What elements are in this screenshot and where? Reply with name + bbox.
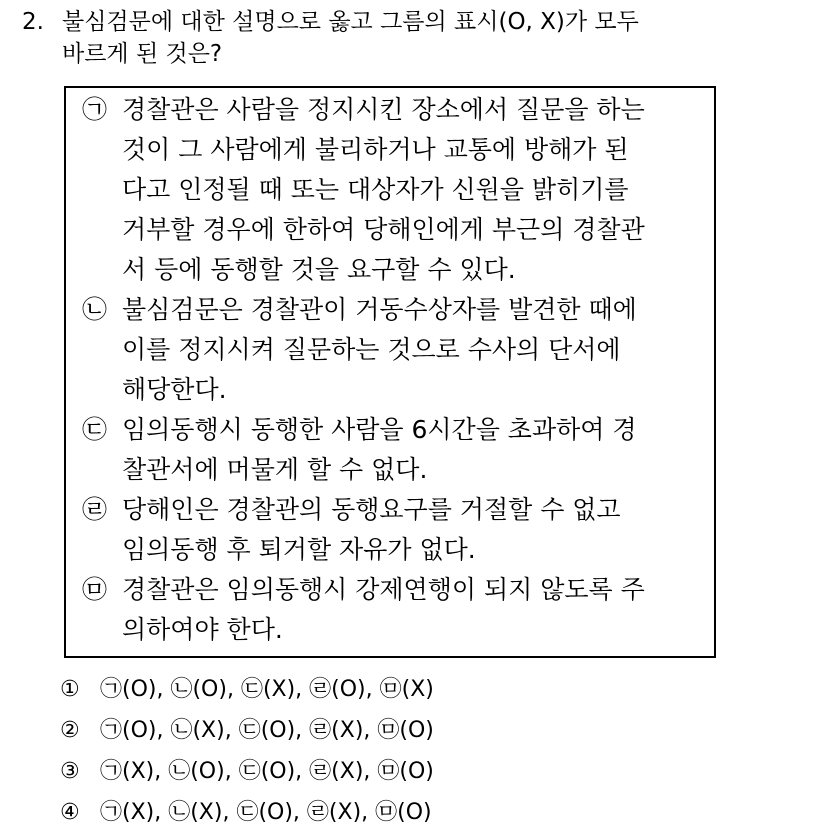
question-text-line: 바르게 된 것은? xyxy=(62,41,223,67)
statement-text: 해당한다. xyxy=(122,375,227,404)
question-stem xyxy=(22,6,639,70)
answer-option-1[interactable] xyxy=(60,675,434,705)
statement-marker: ㉢ xyxy=(82,415,108,444)
question-text-line: 불심검문에 대한 설명으로 옳고 그름의 표시(O, X)가 모두 xyxy=(62,9,639,35)
statement-text: 것이 그 사람에게 불리하거나 교통에 방해가 된 xyxy=(122,135,629,164)
question-number: 2. xyxy=(22,9,44,35)
statement-text: 이를 정지시켜 질문하는 것으로 수사의 단서에 xyxy=(122,335,621,364)
statement-text: 임의동행 후 퇴거할 자유가 없다. xyxy=(122,535,476,564)
option-marker: ① xyxy=(60,677,80,702)
answer-option-3[interactable] xyxy=(60,757,434,787)
statement-line xyxy=(82,410,637,450)
statement-line xyxy=(122,210,645,250)
statement-line xyxy=(122,450,427,490)
answer-option-4[interactable] xyxy=(60,798,432,828)
statement-line xyxy=(122,170,629,210)
answer-option-2[interactable] xyxy=(60,716,434,746)
statement-text: 임의동행시 동행한 사람을 6시간을 초과하여 경 xyxy=(122,415,637,444)
option-marker: ② xyxy=(60,718,80,743)
statement-line xyxy=(82,290,637,330)
statement-text: 당해인은 경찰관의 동행요구를 거절할 수 없고 xyxy=(122,495,621,524)
statement-text: 거부할 경우에 한하여 당해인에게 부근의 경찰관 xyxy=(122,215,645,244)
statement-marker: ㉠ xyxy=(82,95,108,124)
statement-line xyxy=(82,570,645,610)
option-text: ㉠(X), ㉡(X), ㉢(O), ㉣(X), ㉤(O) xyxy=(100,800,432,825)
statement-text: 서 등에 동행할 것을 요구할 수 있다. xyxy=(122,255,516,284)
statement-line xyxy=(122,250,516,290)
option-marker: ④ xyxy=(60,800,80,825)
option-marker: ③ xyxy=(60,759,80,784)
statement-marker: ㉣ xyxy=(82,495,108,524)
statement-line xyxy=(122,130,629,170)
statement-text: 불심검문은 경찰관이 거동수상자를 발견한 때에 xyxy=(122,295,637,324)
statement-text: 경찰관은 임의동행시 강제연행이 되지 않도록 주 xyxy=(122,575,645,604)
option-text: ㉠(O), ㉡(O), ㉢(X), ㉣(O), ㉤(X) xyxy=(100,677,434,702)
statements-box xyxy=(64,86,716,658)
statement-line xyxy=(122,530,476,570)
statement-text: 경찰관은 사람을 정지시킨 장소에서 질문을 하는 xyxy=(122,95,645,124)
statement-marker: ㉡ xyxy=(82,295,108,324)
option-text: ㉠(X), ㉡(O), ㉢(O), ㉣(X), ㉤(O) xyxy=(100,759,434,784)
statement-text: 다고 인정될 때 또는 대상자가 신원을 밝히기를 xyxy=(122,175,629,204)
statement-marker: ㉤ xyxy=(82,575,108,604)
statement-line xyxy=(82,90,645,130)
statement-line xyxy=(82,490,621,530)
statement-text: 의하여야 한다. xyxy=(122,615,283,644)
statement-line xyxy=(122,610,283,650)
statement-text: 찰관서에 머물게 할 수 없다. xyxy=(122,455,428,484)
statement-line xyxy=(122,370,227,410)
statement-line xyxy=(122,330,621,370)
option-text: ㉠(O), ㉡(X), ㉢(O), ㉣(X), ㉤(O) xyxy=(100,718,434,743)
